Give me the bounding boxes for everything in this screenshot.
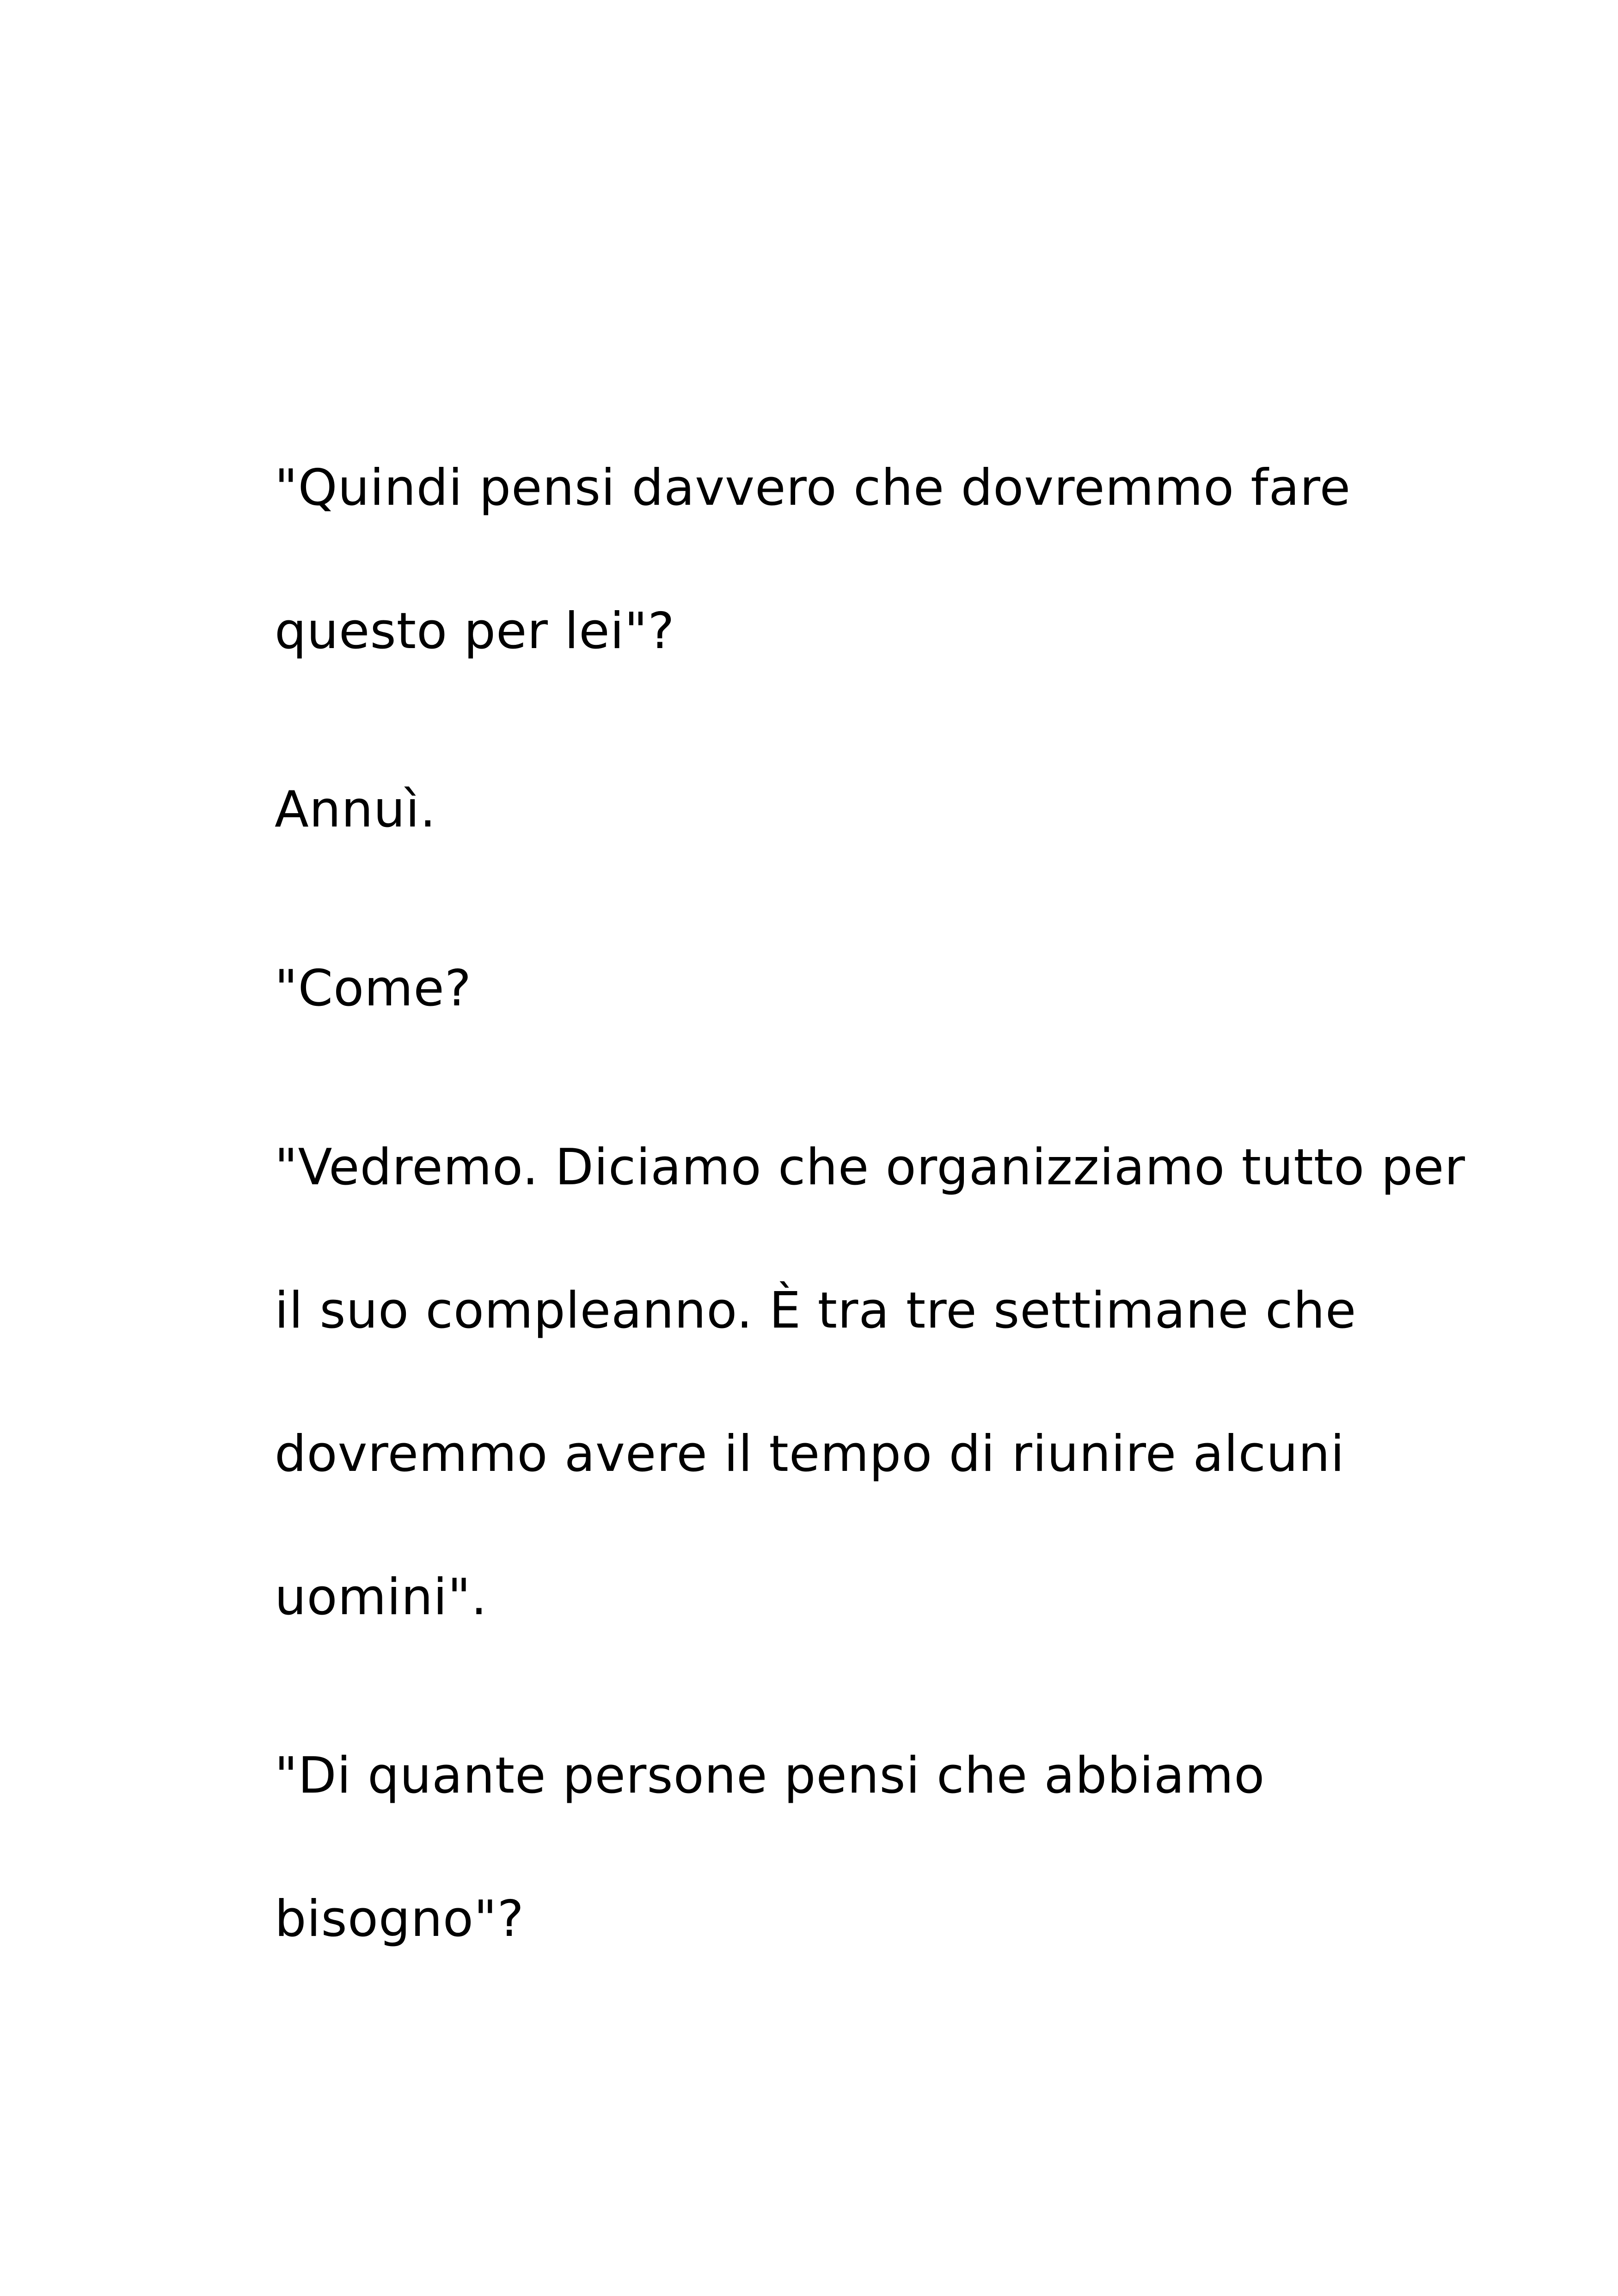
text-line: "Come? xyxy=(275,960,472,1017)
text-line: bisogno"? xyxy=(275,1890,524,1948)
text-line: il suo compleanno. È tra tre settimane che xyxy=(275,1282,1357,1340)
text-line: "Quindi pensi davvero che dovremmo fare xyxy=(275,459,1351,517)
text-line: Annuì. xyxy=(275,781,436,839)
text-line: questo per lei"? xyxy=(275,602,675,660)
text-line: dovremmo avere il tempo di riunire alcuni xyxy=(275,1425,1345,1483)
text-line: "Vedremo. Diciamo che organizziamo tutto per xyxy=(275,1139,1465,1196)
text-line: uomini". xyxy=(275,1568,488,1626)
text-line: "Di quante persone pensi che abbiamo xyxy=(275,1747,1265,1805)
